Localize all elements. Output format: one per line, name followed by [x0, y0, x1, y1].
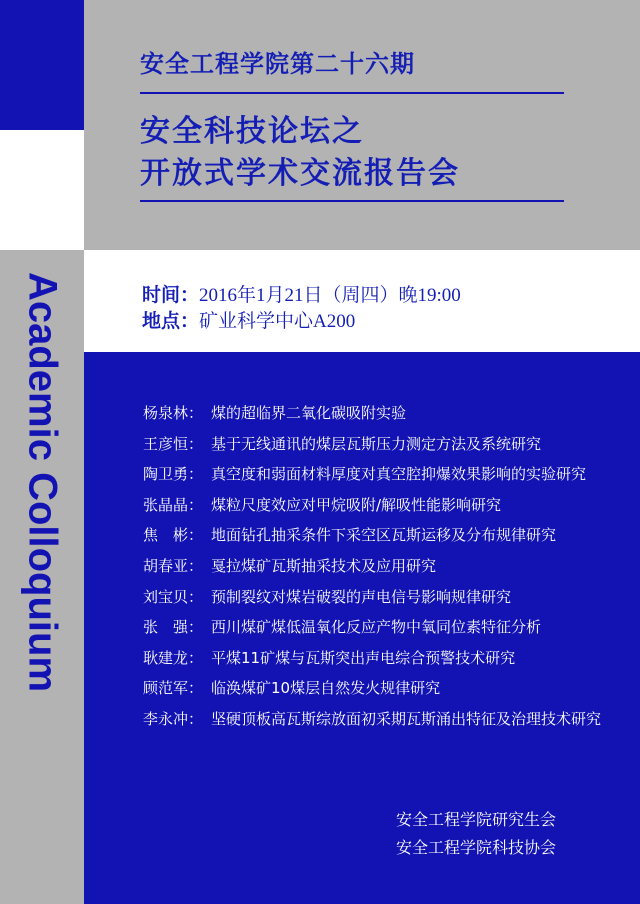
talk-title: 基于无线通讯的煤层瓦斯压力测定方法及系统研究 — [211, 434, 542, 453]
time-row — [142, 280, 461, 307]
left-blue-block — [0, 0, 84, 130]
talk-title: 坚硬顶板高瓦斯综放面初采期瓦斯涌出特征及治理技术研究 — [211, 709, 602, 728]
title-rule-top — [140, 92, 564, 94]
talk-speaker: 张 强： — [143, 618, 204, 637]
talk-list — [143, 398, 613, 735]
place-row — [142, 306, 355, 333]
talk-item — [143, 612, 613, 643]
talk-title: 地面钻孔抽采条件下采空区瓦斯运移及分布规律研究 — [211, 526, 557, 545]
left-white-block — [0, 130, 84, 250]
talk-title: 平煤11矿煤与瓦斯突出声电综合预警技术研究 — [211, 648, 516, 667]
talk-speaker: 刘宝贝： — [143, 587, 204, 606]
talk-item — [143, 551, 613, 582]
place-label: 地点： — [142, 310, 200, 332]
talk-item — [143, 673, 613, 704]
forum-title-line1: 安全科技论坛之 — [140, 114, 364, 149]
talk-speaker: 张晶晶： — [143, 495, 204, 514]
organizer-science-association: 安全工程学院科技协会 — [396, 838, 557, 857]
forum-title-line2: 开放式学术交流报告会 — [140, 156, 460, 191]
talk-title: 预制裂纹对煤岩破裂的声电信号影响规律研究 — [211, 587, 512, 606]
talk-title: 戛拉煤矿瓦斯抽采技术及应用研究 — [211, 556, 437, 575]
title-rule-bottom — [140, 200, 564, 202]
talk-title: 西川煤矿煤低温氧化反应产物中氧同位素特征分析 — [211, 618, 542, 637]
talk-title: 煤的超临界二氧化碳吸附实验 — [211, 404, 407, 422]
organizer-graduate-union: 安全工程学院研究生会 — [396, 810, 557, 829]
talk-item — [143, 704, 613, 735]
organizers — [396, 806, 556, 862]
talk-speaker: 杨泉林： — [143, 404, 204, 422]
time-label: 时间： — [142, 284, 200, 306]
talk-title: 临涣煤矿10煤层自然发火规律研究 — [211, 679, 441, 698]
talk-item — [143, 490, 613, 521]
talk-item — [143, 429, 613, 460]
talk-speaker: 王彦恒： — [143, 434, 204, 453]
talk-speaker: 耿建龙： — [143, 648, 204, 667]
talk-item — [143, 398, 613, 429]
series-title: 安全工程学院第二十六期 — [140, 50, 415, 78]
place-value: 矿业科学中心A200 — [199, 311, 356, 332]
talk-title: 煤粒尺度效应对甲烷吸附/解吸性能影响研究 — [211, 495, 502, 514]
talk-speaker: 顾范军： — [143, 679, 204, 698]
academic-colloquium-label: Academic Colloquium — [20, 271, 65, 693]
talk-item — [143, 643, 613, 674]
talk-item — [143, 459, 613, 490]
talk-speaker: 李永冲： — [143, 709, 204, 728]
talk-speaker: 胡春亚： — [143, 556, 204, 575]
time-value: 2016年1月21日（周四）晚19:00 — [199, 285, 461, 306]
talk-title: 真空度和弱面材料厚度对真空腔抑爆效果影响的实验研究 — [211, 465, 587, 484]
talk-speaker: 陶卫勇： — [143, 465, 204, 484]
talk-speaker: 焦 彬： — [143, 526, 204, 545]
talk-item — [143, 582, 613, 613]
talk-item — [143, 520, 613, 551]
